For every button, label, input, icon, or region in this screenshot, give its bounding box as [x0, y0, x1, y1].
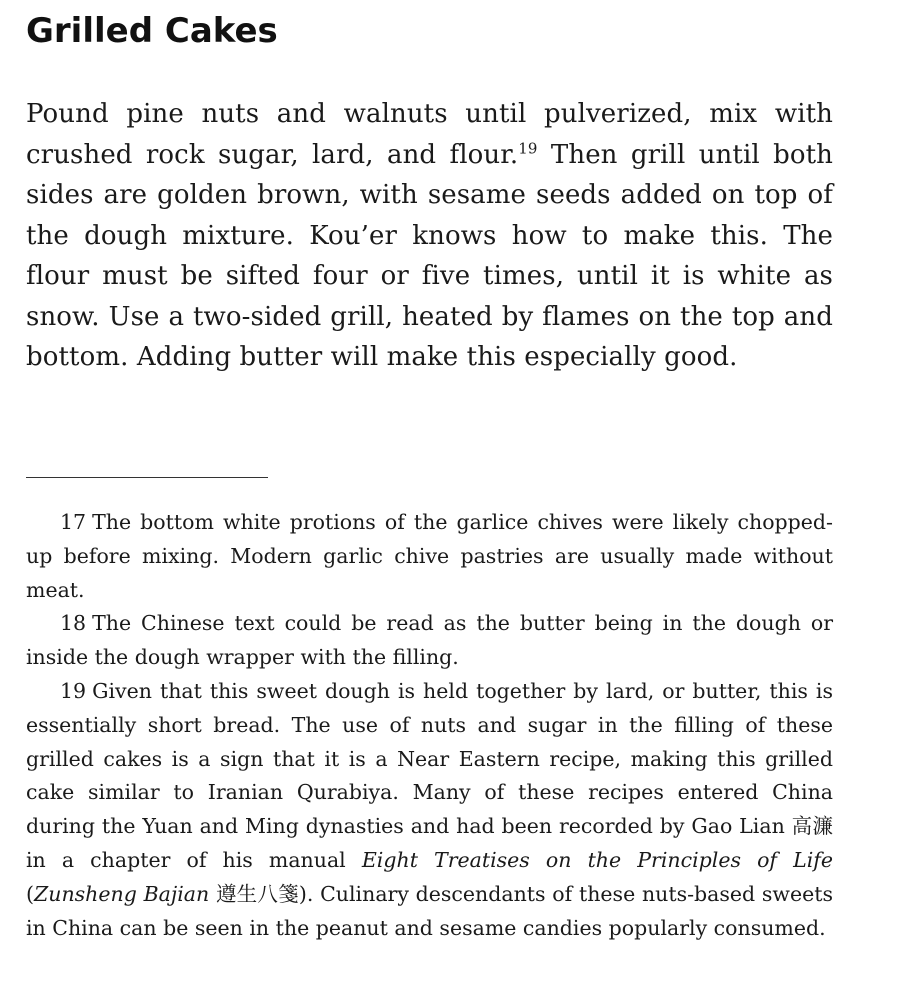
footnote-text-part2: ( [26, 881, 34, 906]
footnote-reference-19[interactable]: 19 [518, 138, 538, 157]
book-title: Eight Treatises on the Principles of Life [361, 847, 833, 872]
footnote-number: 19 [60, 678, 87, 703]
paragraph-text-1: Pound pine nuts and walnuts until pulverized, mix with crushed rock sugar, lard, and flour. [26, 99, 833, 170]
paragraph-text-2: Then grill until both sides are golden brown, with sesame seeds added on top of the dough mixture. Kou’er knows how to make this. The flour must be sifted four or five times, until it is white as snow. Use a two-sided grill, heated by flames on the top and bottom. Adding butter will make this especially good. [26, 139, 833, 372]
book-title-romanized: Zunsheng Bajian [34, 881, 210, 906]
footnote-text-part3: 遵生八箋). Culinary descendants of these nuts-based sweets in China can be seen in the peanut and sesame candies popularly consumed. [26, 881, 833, 940]
footnote-17 [26, 506, 833, 607]
footnote-text-part1: Given that this sweet dough is held together by lard, or butter, this is essentially short bread. The use of nuts and sugar in the filling of these grilled cakes is a sign that it is a Near Eastern recipe, making this grilled cake similar to Iranian Qurabiya. Many of these recipes entered China during the Yuan and Ming dynasties and had been recorded by Gao Lian 高濂 in a chapter of his manual [26, 678, 833, 872]
footnote-text: The bottom white protions of the garlice chives were likely chopped-up before mixing. Modern garlic chive pastries are usually made without meat. [26, 510, 833, 602]
footnote-divider [26, 477, 268, 478]
footnote-19 [26, 675, 833, 945]
footnote-number: 18 [60, 611, 87, 636]
footnote-text: The Chinese text could be read as the butter being in the dough or inside the dough wrapper with the filling. [26, 611, 833, 670]
footnotes-section [26, 506, 833, 945]
recipe-paragraph [26, 94, 833, 378]
footnote-number: 17 [60, 510, 87, 534]
footnote-18 [26, 607, 833, 675]
recipe-title: Grilled Cakes [26, 11, 278, 51]
